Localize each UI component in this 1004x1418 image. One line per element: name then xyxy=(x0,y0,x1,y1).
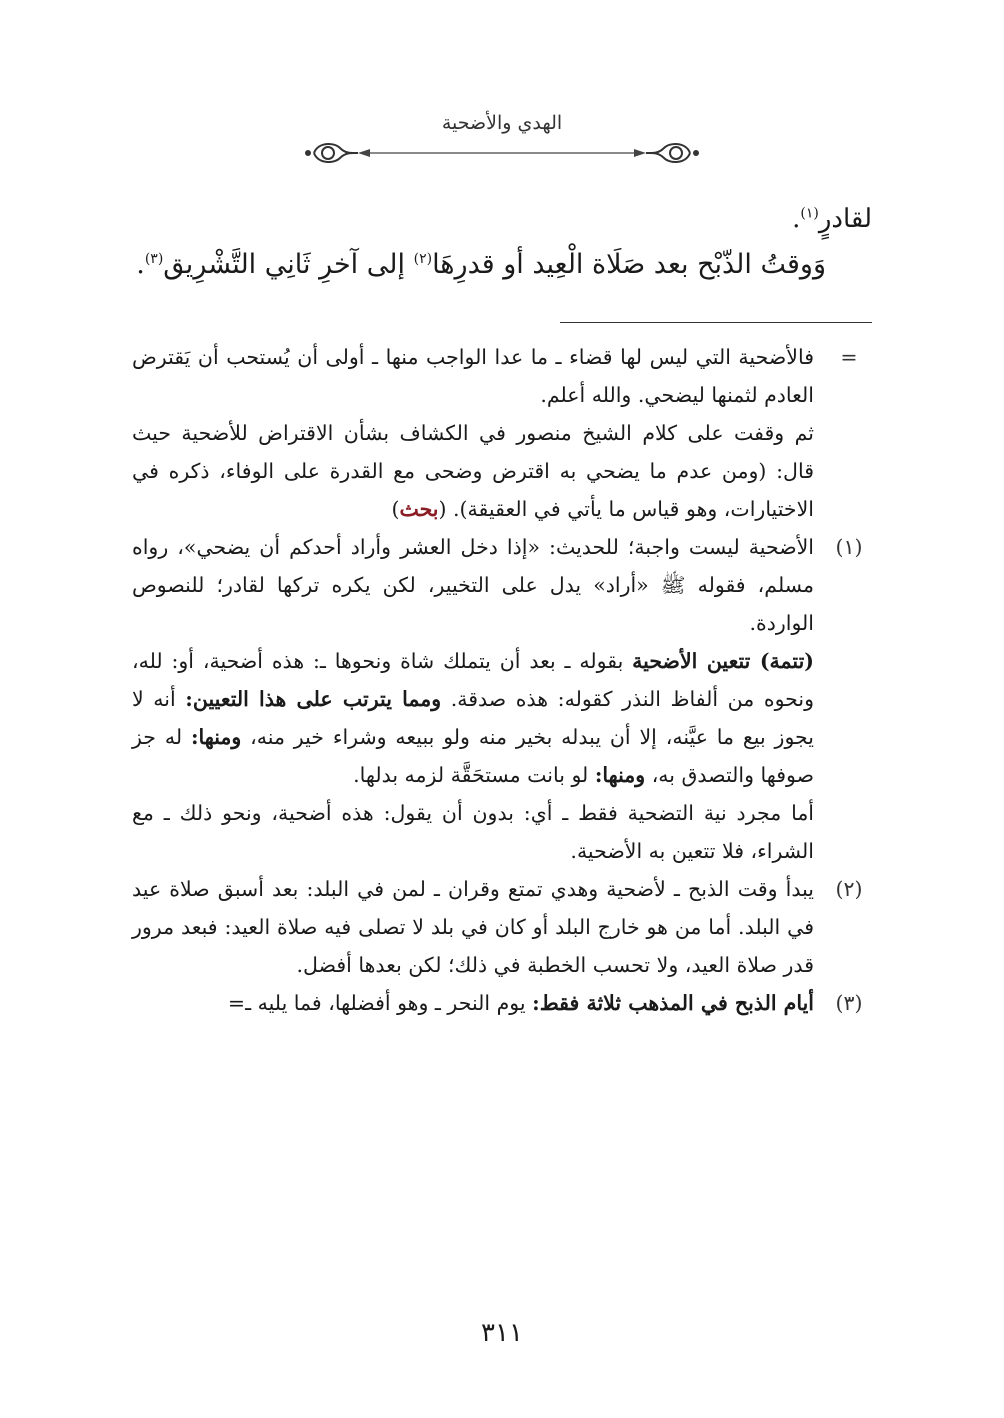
footnote-text: لو بانت مستحَقَّة لزمه بدلها. xyxy=(353,763,595,787)
footnote-continuation xyxy=(132,338,872,528)
footnote-paragraph: فالأضحية التي ليس لها قضاء ـ ما عدا الواجب منها ـ أولى أن يُستحب أن يَقترض العادم لثمنها ليضحي. والله أعلم. xyxy=(132,345,814,407)
research-link[interactable]: بحث xyxy=(399,497,439,521)
footnote-paragraph: الأضحية ليست واجبة؛ للحديث: «إذا دخل العشر وأراد أحدكم أن يضحي»، رواه مسلم، فقوله ﷺ «أراد» يدل على التخيير، لكن يكره تركها لقادر؛ للنصوص الواردة. xyxy=(132,535,814,635)
footnote-3 xyxy=(132,984,872,1022)
footnote-paragraph xyxy=(132,984,814,1022)
footnote-text: ثم وقفت على كلام الشيخ منصور في الكشاف بشأن الاقتراض للأضحية حيث قال: (ومن عدم ما يضحي به اقترض وضحى مع القدرة على الوفاء، ذكره في الاختيارات، وهو قياس ما يأتي في العقيقة). xyxy=(132,421,814,521)
footnote-paragraph: يبدأ وقت الذبح ـ لأضحية وهدي تمتع وقران ـ لمن في البلد: بعد أسبق صلاة عيد في البلد. أما من هو خارج البلد أو كان في بلد لا تصلى فيه صلاة العيد: فبعد مرور قدر صلاة العيد، ولا تحسب الخطبة في ذلك؛ لكن بعدها أفضل. xyxy=(132,877,814,977)
bold-term: ومما يترتب على هذا التعيين: xyxy=(185,687,442,711)
footnote-1 xyxy=(132,528,872,870)
footnote-2 xyxy=(132,870,872,984)
bold-term: ومنها: xyxy=(190,725,242,749)
footnote-text: يوم النحر ـ وهو أفضلها، فما يليه ـ= xyxy=(227,991,533,1015)
main-text-line xyxy=(132,242,826,288)
footnote-number: (١) xyxy=(835,535,863,559)
footnote-text: بقوله ـ بعد أن يتملك شاة ونحوها ـ: هذه أضحية، أو: لله، ونحوه من ألفاظ النذر كقوله: هذه صدقة. xyxy=(132,649,814,711)
bold-term: أيام الذبح في المذهب ثلاثة فقط: xyxy=(532,991,814,1015)
ornament-divider-icon xyxy=(300,138,704,168)
bold-term: (تتمة) تتعين الأضحية xyxy=(632,649,814,673)
main-text xyxy=(132,196,872,288)
footnote-paragraph: أما مجرد نية التضحية فقط ـ أي: بدون أن يقول: هذه أضحية، ونحو ذلك ـ مع الشراء، فلا تتعين به الأضحية. xyxy=(132,801,814,863)
main-text-fragment: لقادرٍ xyxy=(818,204,872,234)
main-text-line xyxy=(132,196,872,242)
footnote-separator xyxy=(560,322,872,323)
main-text-fragment: إلى آخرِ ثَانِي التَّشْرِيق xyxy=(163,249,414,280)
bold-term: ومنها: xyxy=(594,763,646,787)
footnote-paragraph xyxy=(132,642,814,794)
main-text-fragment: . xyxy=(792,204,801,234)
footnote-text: ( xyxy=(438,497,454,521)
running-header xyxy=(300,108,704,170)
footnotes xyxy=(132,338,872,1022)
footnote-reference[interactable]: (٢) xyxy=(413,251,433,267)
footnote-text: له جز صوفها والتصدق به، xyxy=(132,725,814,787)
footnote-reference[interactable]: (٣) xyxy=(144,251,164,267)
main-text-fragment: . xyxy=(136,249,145,280)
main-text-fragment: وَوقتُ الذّبْح بعد صَلَاة الْعِيد أو قدرِهَا xyxy=(432,249,826,280)
footnote-text: أنه لا يجوز بيع ما عيَّنه، إلا أن يبدله بخير منه ولو ببيعه وشراء خير منه، xyxy=(132,687,814,749)
footnote-reference[interactable]: (١) xyxy=(800,205,819,222)
footnote-paragraph xyxy=(132,414,814,528)
footnote-number: (٢) xyxy=(835,877,863,901)
header-title: الهدي والأضحية xyxy=(441,112,563,134)
page-number: ٣١١ xyxy=(481,1318,523,1348)
footnote-number: (٣) xyxy=(835,991,863,1015)
continuation-mark: = xyxy=(840,345,858,369)
footnote-text: ) xyxy=(391,497,400,521)
